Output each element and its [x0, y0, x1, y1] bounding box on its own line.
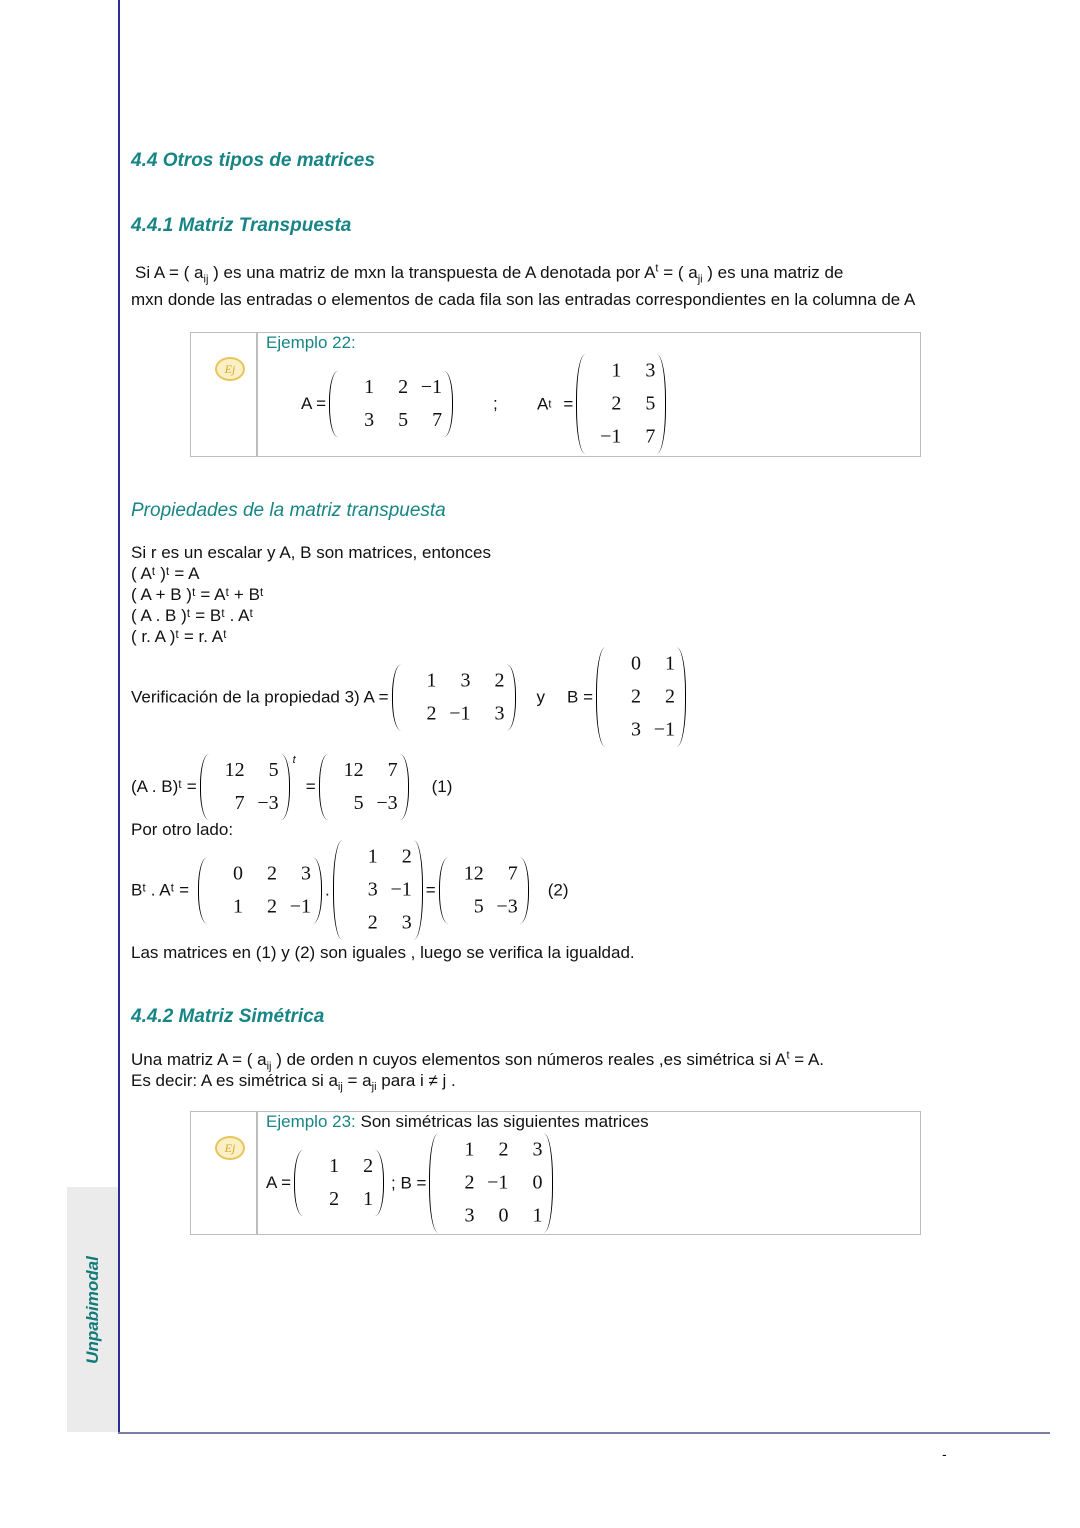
matrix-cell: 5 — [353, 792, 364, 814]
matrix-cell: 1 — [464, 1138, 475, 1161]
matrix-cell: 1 — [329, 1155, 340, 1177]
matrix-a-transpose — [576, 355, 666, 454]
matrix-cell: −1 — [600, 425, 622, 448]
example-22-At: A t = 1 3 2 5 −1 7 — [537, 355, 669, 454]
left-paren — [198, 857, 207, 923]
matrix-cell: 0 — [631, 652, 642, 675]
bt-at-equation: Bᵗ . Aᵗ = 0 2 3 1 2 −1 . 1 2 3 −1 2 3 = 12 7 5 −3 (2) — [131, 841, 568, 940]
matrix-cell: 0 — [498, 1204, 509, 1227]
matrix-cell: 3 — [367, 878, 378, 901]
matrix-cell: 5 — [398, 409, 409, 431]
sidebar-brand-box — [67, 1187, 118, 1432]
matrix-cell: 2 — [363, 1155, 374, 1177]
matrix-cell: 3 — [464, 1204, 475, 1227]
matrix-cell: −1 — [449, 702, 471, 724]
left-paren — [439, 857, 448, 923]
matrix-cell: 1 — [363, 1188, 374, 1210]
matrix-cell: −1 — [289, 895, 312, 917]
right-paren — [544, 1134, 553, 1233]
transpuesta-def-line2: mxn donde las entradas o elementos de cada fila son las entradas correspondientes en la columna de A — [131, 290, 916, 309]
example-23-B: ; B = 1 2 3 2 −1 0 3 0 1 — [391, 1134, 556, 1233]
matrix-cell: 2 — [367, 911, 378, 934]
matrix-b — [596, 648, 686, 747]
matrix-cell: 1 — [665, 652, 676, 675]
property-2: ( A + B )ᵗ = Aᵗ + Bᵗ — [131, 585, 264, 604]
example-badge-icon: Ej — [215, 1136, 245, 1160]
right-paren — [313, 857, 322, 923]
matrix-cell: 0 — [233, 862, 244, 884]
simetrica-def-line1: Una matriz A = ( $a_{ij}$ ) de orden n cuyos elementos son números reales ,es simétrica si $A^t = A$. — [131, 1049, 825, 1073]
example-divider — [256, 1112, 258, 1234]
matrix-cell: 3 — [645, 359, 656, 382]
sidebar-brand: Unpabimodal — [82, 1255, 102, 1364]
matrix-cell: −1 — [487, 1171, 509, 1194]
matrix-cell: 2 — [329, 1188, 340, 1210]
matrix-cell: 2 — [665, 685, 676, 708]
matrix-cell: 5 — [473, 895, 484, 917]
left-paren — [576, 355, 585, 454]
example-23-box — [190, 1111, 921, 1235]
matrix-cell: 3 — [460, 669, 471, 691]
matrix-cell: −3 — [257, 792, 279, 814]
matrix-cell: −3 — [376, 792, 398, 814]
left-paren — [596, 648, 605, 747]
right-paren — [444, 371, 453, 437]
left-paren — [319, 754, 328, 820]
example-divider — [256, 333, 258, 456]
matrix-cell: 7 — [645, 425, 656, 448]
left-paren — [392, 664, 401, 730]
left-paren — [429, 1134, 438, 1233]
propiedades-intro: Si r es un escalar y A, B son matrices, entonces — [131, 543, 491, 562]
matrix-cell: 3 — [401, 911, 412, 934]
matrix-cell: 1 — [426, 669, 437, 691]
transpuesta-def-line1: Si A = ( $a_{ij}$ ) es una matriz de mxn la transpuesta de A denotada por $A^t$ = ( $a_{ji}$ ) es una matriz de — [135, 262, 844, 286]
matrix-cell: 2 — [401, 845, 412, 868]
left-paren — [200, 754, 209, 820]
matrix-cell: 2 — [498, 1138, 509, 1161]
ab-transpose-equation: (A . B)ᵗ = 12 5 7 −3 $^t$ = 12 7 5 −3 (1) — [131, 754, 452, 820]
right-paren — [414, 841, 423, 940]
left-margin-rule — [118, 0, 120, 1433]
matrix-cell: 1 — [364, 376, 375, 398]
matrix-a-transpose — [333, 841, 423, 940]
example-22-box — [190, 332, 921, 457]
matrix-cell: 2 — [611, 392, 622, 415]
matrix-cell: 3 — [532, 1138, 543, 1161]
matrix-cell: 5 — [268, 759, 279, 781]
right-paren — [375, 1150, 384, 1216]
right-paren — [281, 754, 290, 820]
matrix-cell: 12 — [463, 862, 484, 884]
matrix-cell: 2 — [464, 1171, 475, 1194]
matrix-cell: 1 — [532, 1204, 543, 1227]
matrix-cell: 7 — [387, 759, 398, 781]
matrix-cell: 3 — [364, 409, 375, 431]
matrix-cell: 7 — [234, 792, 245, 814]
matrix-b — [429, 1134, 553, 1233]
verification-equation: Verificación de la propiedad 3) A = 1 3 2 2 −1 3 y B = 0 1 2 2 3 −1 — [131, 648, 689, 747]
matrix-product — [439, 857, 529, 923]
matrix-b-transpose — [198, 857, 322, 923]
simetrica-def-line2: Es decir: A es simétrica si $a_{ij} = a_{ji}$ para i ≠ j . — [131, 1070, 456, 1094]
matrix-cell: 2 — [267, 895, 278, 917]
simetrica-title: 4.4.2 Matriz Simétrica — [131, 1006, 325, 1027]
matrix-cell: 7 — [432, 409, 443, 431]
property-1: ( Aᵗ )ᵗ = A — [131, 564, 200, 583]
propiedades-title: Propiedades de la matriz transpuesta — [131, 500, 446, 521]
property-4: ( r. A )ᵗ = r. Aᵗ — [131, 627, 227, 646]
matrix-cell: 5 — [645, 392, 656, 415]
property-3: ( A . B )ᵗ = Bᵗ . Aᵗ — [131, 606, 254, 625]
matrix-a — [329, 371, 453, 437]
right-paren — [657, 355, 666, 454]
transpuesta-title: 4.4.1 Matriz Transpuesta — [131, 215, 352, 236]
example-badge-icon: Ej — [215, 357, 245, 381]
right-paren — [507, 664, 516, 730]
matrix-ab — [200, 754, 290, 820]
matrix-cell: −1 — [420, 376, 443, 398]
example-23-A: A = 1 2 2 1 — [266, 1150, 387, 1216]
example-22-label: Ejemplo 22: — [266, 333, 356, 352]
matrix-cell: −1 — [653, 718, 676, 741]
example-23-label: Ejemplo 23: Son simétricas las siguientes matrices — [266, 1112, 649, 1131]
right-paren — [520, 857, 529, 923]
matrix-cell: 1 — [233, 895, 244, 917]
matrix-cell: 0 — [532, 1171, 543, 1194]
right-paren — [677, 648, 686, 747]
matrix-cell: 12 — [224, 759, 245, 781]
left-paren — [333, 841, 342, 940]
matrix-cell: −3 — [496, 895, 518, 917]
matrix-a — [392, 664, 516, 730]
por-otro-lado: Por otro lado: — [131, 820, 234, 839]
left-paren — [294, 1150, 303, 1216]
bottom-rule — [118, 1432, 1050, 1434]
left-paren — [329, 371, 338, 437]
matrix-a — [294, 1150, 384, 1216]
page-mark: - — [942, 1446, 947, 1462]
matrix-cell: 12 — [343, 759, 364, 781]
matrix-cell: 2 — [426, 702, 437, 724]
right-paren — [400, 754, 409, 820]
example-22-A: A = 1 2 −1 3 5 7 — [301, 371, 456, 437]
matrix-cell: 1 — [611, 359, 622, 382]
matrix-cell: 1 — [367, 845, 378, 868]
matrix-cell: 2 — [267, 862, 278, 884]
section-title: 4.4 Otros tipos de matrices — [131, 150, 375, 171]
separator: ; — [493, 394, 498, 413]
matrix-cell: 7 — [507, 862, 518, 884]
matrix-cell: 3 — [301, 862, 312, 884]
matrix-ab-transpose — [319, 754, 409, 820]
matrix-cell: 2 — [631, 685, 642, 708]
matrix-cell: 2 — [494, 669, 505, 691]
matrix-cell: 3 — [494, 702, 505, 724]
matrix-cell: −1 — [390, 878, 412, 901]
conclusion: Las matrices en (1) y (2) son iguales , luego se verifica la igualdad. — [131, 943, 635, 962]
matrix-cell: 3 — [631, 718, 642, 741]
matrix-cell: 2 — [398, 376, 409, 398]
